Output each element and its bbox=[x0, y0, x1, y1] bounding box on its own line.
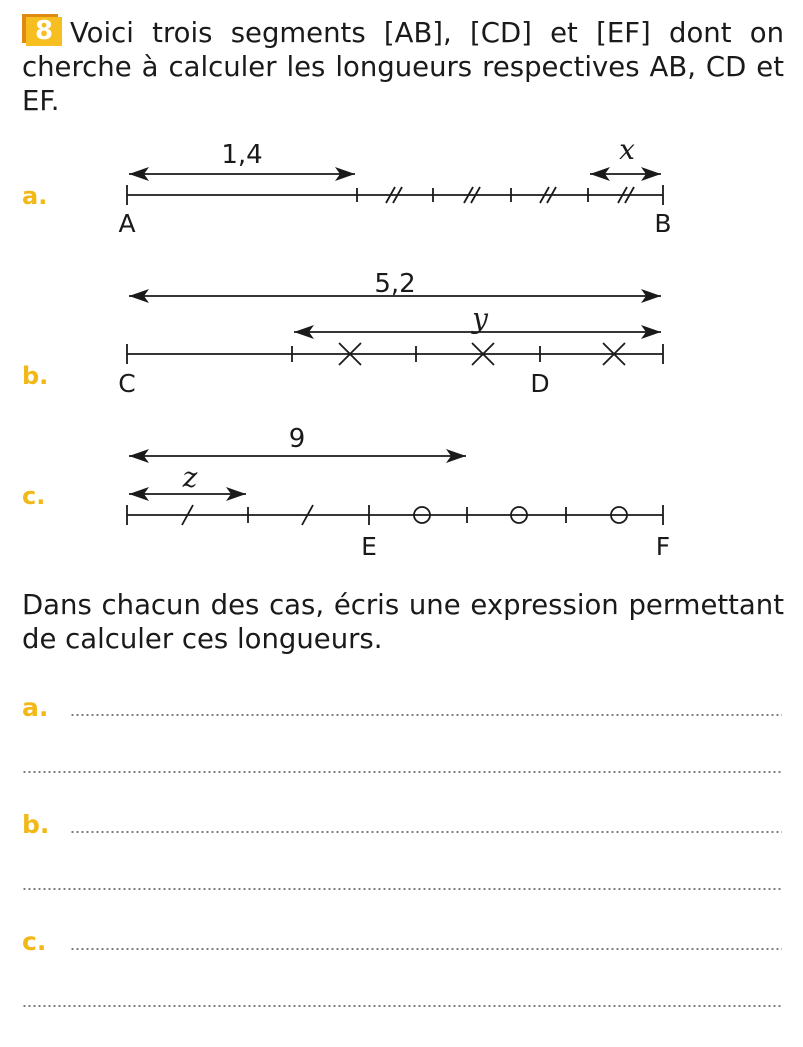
figure-b-label: b. bbox=[22, 362, 49, 390]
answer-a-line-2[interactable] bbox=[22, 771, 782, 773]
point-d: D bbox=[530, 369, 550, 398]
answer-b-label: b. bbox=[22, 810, 50, 839]
answer-b-line-1[interactable] bbox=[70, 831, 782, 833]
known-length-b: 5,2 bbox=[374, 269, 416, 299]
exercise-number: 8 bbox=[26, 17, 62, 46]
figure-c-label: c. bbox=[22, 482, 46, 510]
unknown-z: z bbox=[182, 461, 198, 494]
figure-a bbox=[127, 174, 663, 205]
point-a: A bbox=[118, 209, 136, 238]
point-f: F bbox=[655, 532, 671, 561]
exercise-intro-text: Voici trois segments [AB], [CD] et [EF] dont on cherche à calculer les longueurs respectives AB, CD et EF. bbox=[22, 17, 784, 117]
answer-c-line-1[interactable] bbox=[70, 948, 782, 950]
exercise-question: Dans chacun des cas, écris une expression permettant de calculer ces longueurs. bbox=[22, 589, 784, 655]
figure-b bbox=[127, 296, 663, 365]
known-length-a: 1,4 bbox=[221, 140, 263, 170]
answer-a-label: a. bbox=[22, 693, 49, 722]
point-c: C bbox=[118, 369, 136, 398]
unknown-y: y bbox=[472, 302, 488, 335]
figure-c bbox=[127, 456, 663, 525]
point-b: B bbox=[654, 209, 672, 238]
point-e: E bbox=[361, 532, 377, 561]
figure-a-label: a. bbox=[22, 182, 48, 210]
answer-c-label: c. bbox=[22, 927, 47, 956]
unknown-x: x bbox=[619, 133, 635, 166]
answer-b-line-2[interactable] bbox=[22, 888, 782, 890]
answer-a-line-1[interactable] bbox=[70, 714, 782, 716]
answer-c-line-2[interactable] bbox=[22, 1005, 782, 1007]
known-length-c: 9 bbox=[288, 424, 306, 454]
